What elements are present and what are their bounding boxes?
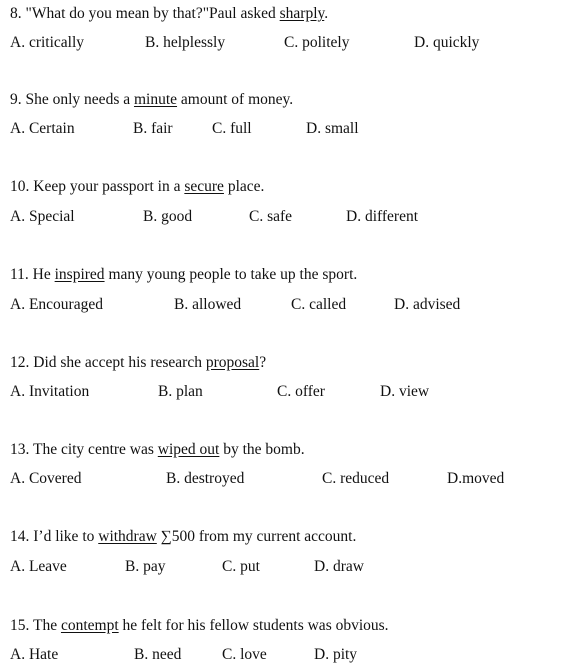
question-12: 12. Did she accept his research proposal? [10,354,267,371]
option-c[interactable]: C. reduced [322,470,390,487]
option-b[interactable]: B. need [134,646,182,663]
question-8: 8. "What do you mean by that?"Paul asked sharply. [10,5,329,22]
question-text: 12. Did she accept his research [10,354,206,371]
option-a[interactable]: A. Hate [10,646,59,663]
question-text: 13. The city centre was [10,441,158,458]
option-b[interactable]: B. allowed [174,296,242,313]
option-b[interactable]: B. pay [125,558,166,575]
question-10: 10. Keep your passport in a secure place. [10,178,265,195]
option-c[interactable]: C. called [291,296,347,313]
option-c[interactable]: C. put [222,558,260,575]
underlined-word: minute [133,91,178,108]
option-d[interactable]: D.moved [447,470,505,487]
option-a[interactable]: A. Invitation [10,383,90,400]
option-d[interactable]: D. different [346,208,419,225]
underlined-word: inspired [54,266,105,283]
option-a[interactable]: A. Certain [10,120,75,137]
option-c[interactable]: C. love [222,646,267,663]
question-11: 11. He inspired many young people to take up the sport. [10,266,358,283]
question-13: 13. The city centre was wiped out by the bomb. [10,441,305,458]
option-a[interactable]: A. Covered [10,470,82,487]
question-text: 10. Keep your passport in a [10,178,185,195]
underlined-word: withdraw [98,528,157,545]
question-text: 8. "What do you mean by that?"Paul asked [10,5,280,22]
option-b[interactable]: B. helplessly [145,34,226,51]
option-a[interactable]: A. Encouraged [10,296,103,313]
option-c[interactable]: C. politely [284,34,350,51]
underlined-word: wiped out [157,441,220,458]
option-d[interactable]: D. view [380,383,430,400]
underlined-word: sharply [279,5,325,22]
option-b[interactable]: B. fair [133,120,173,137]
question-9: 9. She only needs a minute amount of money. [10,91,294,108]
option-c[interactable]: C. full [212,120,252,137]
question-text: 15. The [10,617,61,634]
option-b[interactable]: B. good [143,208,193,225]
underlined-word: secure [184,178,224,195]
question-14: 14. I’d like to withdraw ∑500 from my current account. [10,528,357,545]
option-b[interactable]: B. destroyed [166,470,245,487]
option-b[interactable]: B. plan [158,383,203,400]
option-d[interactable]: D. draw [314,558,364,575]
option-a[interactable]: A. Leave [10,558,67,575]
option-c[interactable]: C. offer [277,383,325,400]
underlined-word: proposal [205,354,260,371]
underlined-word: contempt [60,617,119,634]
option-d[interactable]: D. pity [314,646,358,663]
option-a[interactable]: A. critically [10,34,85,51]
question-text: 9. She only needs a [10,91,134,108]
option-d[interactable]: D. small [306,120,359,137]
option-d[interactable]: D. quickly [414,34,480,51]
option-a[interactable]: A. Special [10,208,75,225]
option-c[interactable]: C. safe [249,208,293,225]
question-text: 14. I’d like to [10,528,99,545]
question-text: 11. He [10,266,55,283]
question-15: 15. The contempt he felt for his fellow students was obvious. [10,617,389,634]
option-d[interactable]: D. advised [394,296,461,313]
